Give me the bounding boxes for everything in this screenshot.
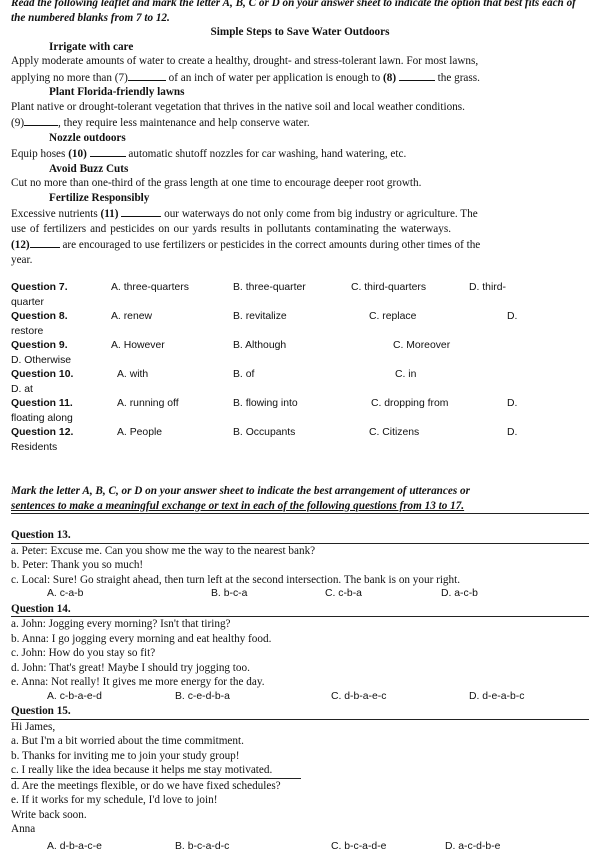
letter-line: b. Thanks for inviting me to join your study group!: [11, 749, 589, 764]
section-heading: Fertilize Responsibly: [11, 191, 589, 206]
letter-line: Anna: [11, 822, 589, 837]
question-row: [11, 281, 589, 296]
option-a[interactable]: A. with: [117, 368, 148, 383]
question-label: Question 8.: [11, 310, 68, 325]
question-label: Question 10.: [11, 368, 73, 383]
exchange-line: c. John: How do you stay so fit?: [11, 646, 589, 661]
question-row: [11, 339, 589, 354]
answer-options-15: [11, 840, 589, 854]
letter-line: e. If it works for my schedule, I'd love to join!: [11, 793, 589, 808]
question-label: Question 12.: [11, 426, 73, 441]
exchange-line: c. Local: Sure! Go straight ahead, then turn left at the second intersection. The bank is on your right.: [11, 573, 589, 588]
blank-10: [90, 145, 126, 157]
question-label: Question 7.: [11, 281, 68, 296]
leaflet-text: use of fertilizers and pesticides on our yards results in pollutants contaminating the waterways.: [11, 222, 589, 237]
leaflet-text: the grass.: [438, 72, 480, 84]
option-d[interactable]: D. third-: [469, 281, 506, 296]
exchange-line: e. Anna: Not really! It gives me more energy for the day.: [11, 675, 589, 690]
leaflet-text: [11, 236, 589, 253]
leaflet-text: [11, 205, 589, 222]
exchange-line: a. Peter: Excuse me. Can you show me the way to the nearest bank?: [11, 544, 589, 559]
letter-line: d. Are the meetings flexible, or do we have fixed schedules?: [11, 779, 589, 794]
question-row: [11, 310, 589, 325]
question-row: [11, 397, 589, 412]
option-b[interactable]: B. three-quarter: [233, 281, 306, 296]
question-row: [11, 368, 589, 383]
leaflet-text: Plant native or drought-tolerant vegetation that thrives in the native soil and local weather conditions.: [11, 100, 589, 115]
option-b[interactable]: B. Although: [233, 339, 286, 354]
blank-7: [128, 69, 166, 81]
blank-number: (11): [100, 208, 118, 220]
blank-number: (12): [11, 239, 30, 251]
option-d-wrap: Residents: [11, 441, 589, 456]
option-a[interactable]: A. However: [111, 339, 165, 354]
section-heading: Avoid Buzz Cuts: [11, 162, 589, 177]
question-row: [11, 426, 589, 441]
blank-number: (10): [68, 148, 87, 160]
instruction-mid: Mark the letter A, B, C, or D on your answer sheet to indicate the best arrangement of utterances or: [11, 484, 589, 499]
blank-8: [399, 69, 435, 81]
option-b[interactable]: B. flowing into: [233, 397, 298, 412]
section-heading: Irrigate with care: [11, 40, 589, 55]
letter-line: c. I really like the idea because it helps me stay motivated.: [11, 763, 301, 779]
option-b[interactable]: B. b-c-a-d-c: [175, 840, 229, 854]
option-c[interactable]: C. b-c-a-d-e: [331, 840, 386, 854]
option-c[interactable]: C. dropping from: [371, 397, 448, 412]
option-a[interactable]: A. c-b-a-e-d: [47, 690, 102, 705]
letter-line: a. But I'm a bit worried about the time commitment.: [11, 734, 589, 749]
exchange-line: a. John: Jogging every morning? Isn't that tiring?: [11, 617, 589, 632]
section-heading: Plant Florida-friendly lawns: [11, 85, 589, 100]
option-b[interactable]: B. of: [233, 368, 254, 383]
leaflet-title: Simple Steps to Save Water Outdoors: [11, 25, 589, 40]
letter-line: Hi James,: [11, 720, 589, 735]
option-a[interactable]: A. c-a-b: [47, 587, 83, 602]
option-b[interactable]: B. b-c-a: [211, 587, 247, 602]
leaflet-text: are encouraged to use fertilizers or pesticides in the correct amounts during other times of the: [62, 239, 480, 251]
option-a[interactable]: A. People: [117, 426, 162, 441]
option-c[interactable]: C. Moreover: [393, 339, 450, 354]
option-d[interactable]: D.: [507, 426, 517, 441]
option-d[interactable]: D. a-c-d-b-e: [445, 840, 500, 854]
blank-12: [30, 236, 60, 248]
option-c[interactable]: C. d-b-a-e-c: [331, 690, 386, 705]
option-d-wrap: restore: [11, 325, 589, 340]
instruction-top: Read the following leaflet and mark the letter A, B, C or D on your answer sheet to indicate the option that best fits each of the numbered blanks from 7 to 12.: [11, 0, 589, 25]
leaflet-text: [11, 114, 589, 131]
option-b[interactable]: B. c-e-d-b-a: [175, 690, 230, 705]
option-d[interactable]: D.: [507, 397, 517, 412]
leaflet-text: Cut no more than one-third of the grass length at one time to encourage deeper root growth.: [11, 176, 589, 191]
option-d-wrap[interactable]: D. at: [11, 383, 589, 398]
section-heading: Nozzle outdoors: [11, 131, 589, 146]
leaflet-text: applying no more than (7): [11, 72, 128, 84]
option-b[interactable]: B. revitalize: [233, 310, 287, 325]
option-c[interactable]: C. third-quarters: [351, 281, 426, 296]
option-d-wrap: quarter: [11, 296, 589, 311]
leaflet-text: Excessive nutrients: [11, 208, 98, 220]
instruction-mid: sentences to make a meaningful exchange or text in each of the following questions from 13 to 17.: [11, 499, 589, 515]
question-label-13: Question 13.: [11, 528, 589, 544]
worksheet-page: [11, 0, 589, 854]
option-a[interactable]: A. running off: [117, 397, 179, 412]
leaflet-text: Apply moderate amounts of water to create a healthy, drought- and stress-tolerant lawn. For most lawns,: [11, 54, 589, 69]
answer-options-13: [11, 587, 589, 602]
option-d[interactable]: D. d-e-a-b-c: [469, 690, 524, 705]
questions-7-12: [11, 281, 589, 455]
leaflet-text: our waterways do not only come from big industry or agriculture. The: [164, 208, 478, 220]
exchange-line: d. John: That's great! Maybe I should try jogging too.: [11, 661, 589, 676]
option-d[interactable]: D.: [507, 310, 517, 325]
exchange-line: b. Peter: Thank you so much!: [11, 558, 589, 573]
option-a[interactable]: A. d-b-a-c-e: [47, 840, 102, 854]
letter-line: Write back soon.: [11, 808, 589, 823]
question-label: Question 11.: [11, 397, 73, 412]
option-d-wrap: floating along: [11, 412, 589, 427]
question-label-15: Question 15.: [11, 704, 589, 720]
question-label: Question 9.: [11, 339, 68, 354]
option-d[interactable]: D. a-c-b: [441, 587, 478, 602]
option-c[interactable]: C. c-b-a: [325, 587, 362, 602]
leaflet-text: year.: [11, 253, 589, 268]
leaflet-text: [11, 145, 589, 162]
blank-9: [24, 114, 58, 126]
leaflet-text: Equip hoses: [11, 148, 65, 160]
option-a[interactable]: A. renew: [111, 310, 152, 325]
option-c[interactable]: C. in: [395, 368, 416, 383]
option-c[interactable]: C. replace: [369, 310, 416, 325]
blank-11: [121, 205, 161, 217]
leaflet-text: [11, 69, 589, 86]
leaflet-text: , they require less maintenance and help conserve water.: [58, 117, 310, 129]
option-b[interactable]: B. Occupants: [233, 426, 295, 441]
answer-options-14: [11, 690, 589, 705]
leaflet-text: of an inch of water per application is enough to: [169, 72, 381, 84]
exchange-line: b. Anna: I go jogging every morning and eat healthy food.: [11, 632, 589, 647]
leaflet-text: automatic shutoff nozzles for car washing, hand watering, etc.: [128, 148, 406, 160]
blank-number: (9): [11, 117, 24, 129]
option-a[interactable]: A. three-quarters: [111, 281, 189, 296]
question-label-14: Question 14.: [11, 602, 589, 618]
option-d-wrap[interactable]: D. Otherwise: [11, 354, 589, 369]
blank-number: (8): [383, 72, 396, 84]
option-c[interactable]: C. Citizens: [369, 426, 419, 441]
